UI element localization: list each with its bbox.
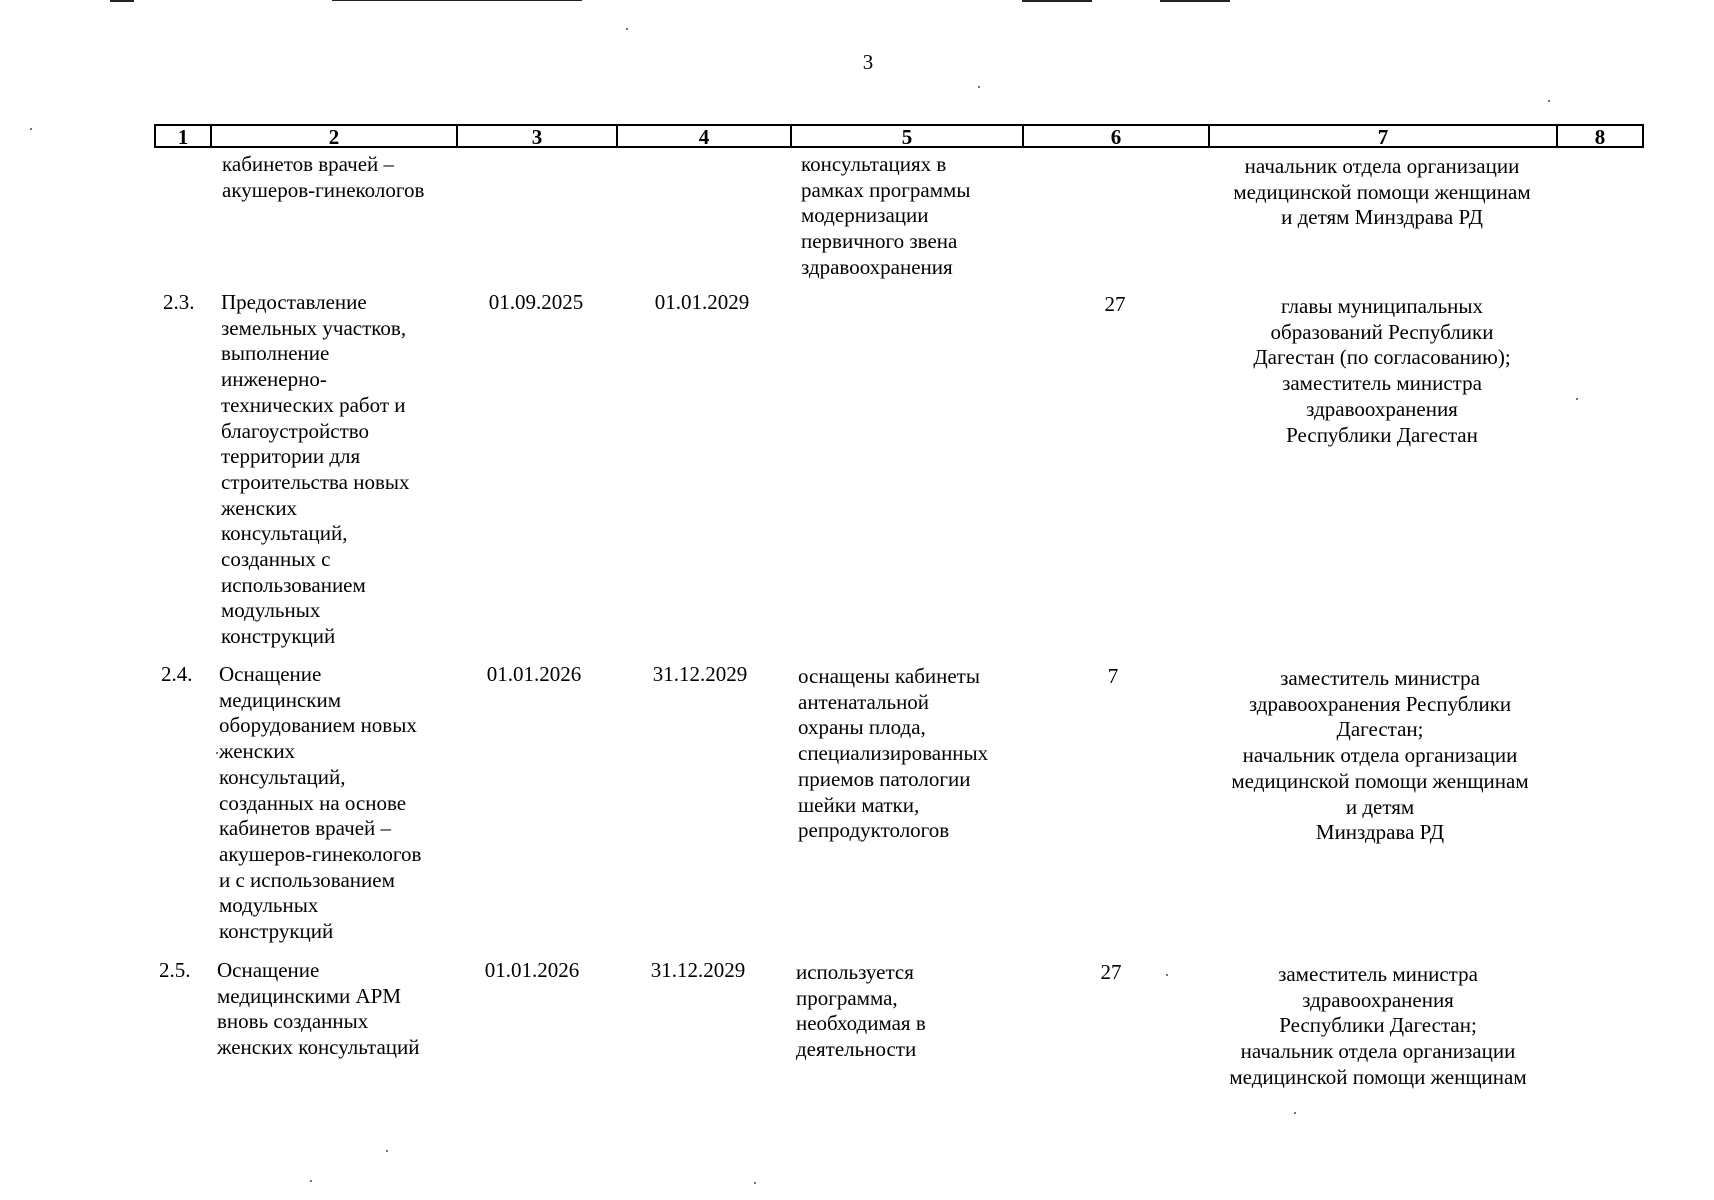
row-responsible: заместитель министра здравоохранения Республики Дагестан; начальник отдела организации медицинской помощи женщинам [1229, 962, 1527, 1089]
row-start-date: 01.09.2025 [488, 290, 584, 314]
scan-speck [386, 1150, 388, 1152]
row-responsible: начальник отдела организации медицинской помощи женщинам и детям Минздрава РД [1233, 154, 1531, 230]
scan-speck [1548, 100, 1550, 102]
row-result: оснащены кабинеты антенатальной охраны плода, специализированных приемов патологии шейки матки, репродуктологов [798, 664, 989, 843]
row-start-date: 01.01.2026 [484, 958, 580, 982]
header-cell: 8 [1556, 124, 1644, 148]
scan-edge-line [1022, 0, 1092, 2]
row-responsible: главы муниципальных образований Республики Дагестан (по согласованию); заместитель министра здравоохранения Республики Дагестан [1253, 294, 1511, 447]
scan-edge-line [332, 0, 582, 1]
row-event: Оснащение медицинскими АРМ вновь созданных женских консультаций [217, 958, 420, 1060]
row-count: 7 [1107, 664, 1119, 688]
page-number: 3 [862, 50, 874, 74]
header-cell: 1 [154, 124, 212, 148]
scan-speck [754, 1182, 756, 1184]
header-cell: 5 [790, 124, 1024, 148]
scan-speck [1294, 1112, 1296, 1114]
row-responsible: заместитель министра здравоохранения Республики Дагестан; начальник отдела организации медицинской помощи женщинам и детям Минздрава РД [1231, 666, 1529, 845]
row-end-date: 01.01.2029 [654, 290, 750, 314]
row-start-date: 01.01.2026 [486, 662, 582, 686]
row-number: 2.5. [159, 958, 191, 982]
row-end-date: 31.12.2029 [650, 958, 746, 982]
row-count: 27 [1100, 960, 1122, 984]
header-cell: 7 [1208, 124, 1558, 148]
header-cell: 4 [616, 124, 792, 148]
header-cell: 2 [210, 124, 458, 148]
row-number: 2.4. [161, 662, 193, 686]
scan-speck [310, 1180, 312, 1182]
scan-speck [978, 86, 980, 88]
row-end-date: 31.12.2029 [652, 662, 748, 686]
scan-speck [626, 28, 628, 30]
scan-edge-line [1160, 0, 1230, 2]
scan-edge-line [110, 0, 134, 2]
row-event: кабинетов врачей – акушеров-гинекологов [222, 152, 425, 202]
header-cell: 3 [456, 124, 618, 148]
row-count: 27 [1104, 292, 1126, 316]
header-cell: 6 [1022, 124, 1210, 148]
row-event: Предоставление земельных участков, выполнение инженерно- технических работ и благоустройство территории для строительства новых женских консультаций, созданных с использованием модульных конструкций [221, 290, 410, 649]
scan-speck [1576, 398, 1578, 400]
scan-speck [30, 128, 32, 130]
row-result: используется программа, необходимая в деятельности [796, 960, 926, 1062]
row-event: Оснащение медицинским оборудованием новых женских консультаций, созданных на основе кабинетов врачей – акушеров-гинекологов и с использованием модульных конструкций [219, 662, 422, 944]
row-number: 2.3. [163, 290, 195, 314]
scan-speck [216, 752, 218, 754]
scan-speck [1166, 974, 1168, 976]
row-result: консультациях в рамках программы модернизации первичного звена здравоохранения [801, 152, 971, 279]
